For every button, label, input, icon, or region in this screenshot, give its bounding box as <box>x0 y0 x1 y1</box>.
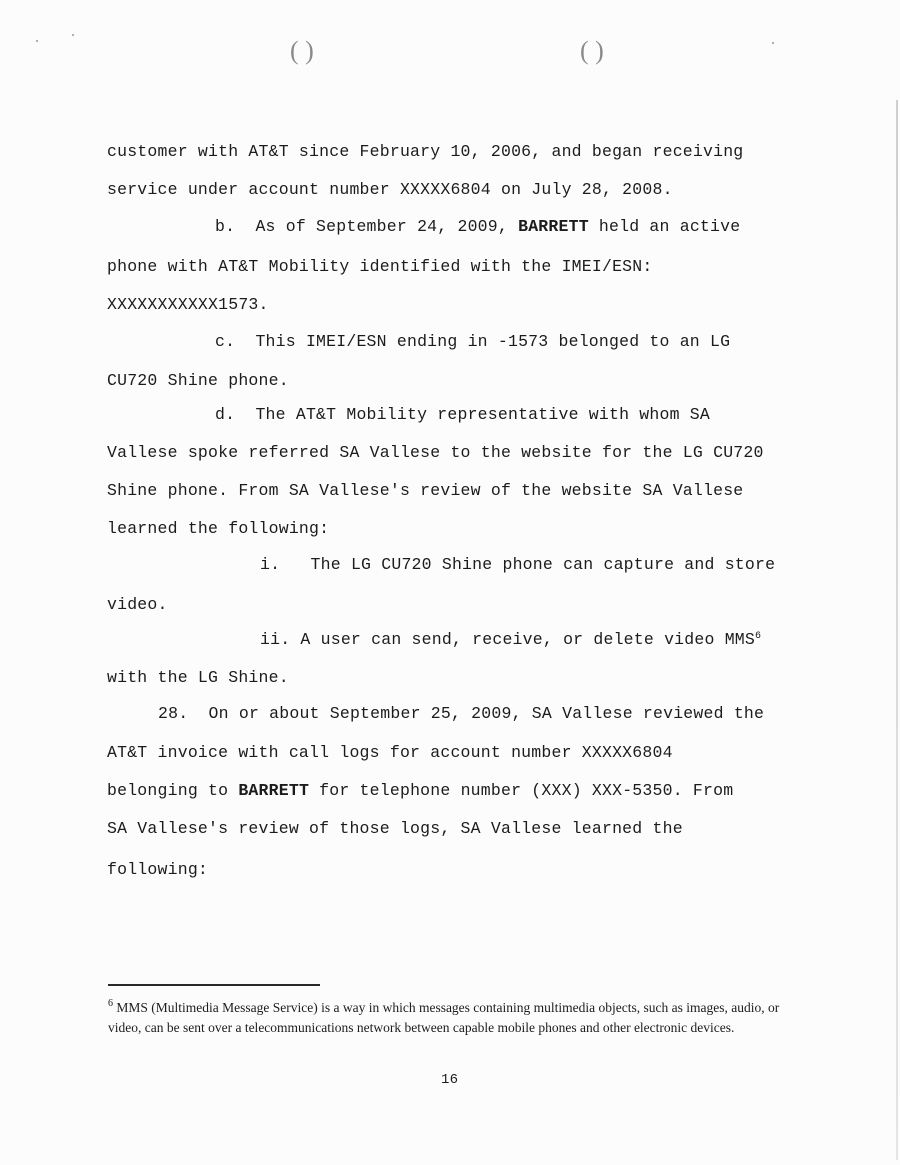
scan-mark-right: ( ) <box>580 36 604 65</box>
list-marker: i. <box>260 555 281 574</box>
body-line: service under account number XXXXX6804 on July 28, 2008. <box>107 180 673 199</box>
footnote-marker: 6 <box>108 998 113 1009</box>
body-text: for telephone number (XXX) XXX-5350. From <box>309 781 734 800</box>
list-item-b <box>215 217 740 237</box>
list-item-ii <box>260 630 761 650</box>
list-marker: ii. <box>260 630 291 649</box>
scan-speck <box>36 40 38 42</box>
list-marker: b. <box>215 217 236 236</box>
body-line <box>107 781 733 801</box>
body-line: following: <box>107 860 209 879</box>
list-marker: d. <box>215 405 236 424</box>
footnote-reference[interactable]: 6 <box>755 631 762 642</box>
defendant-name: BARRETT <box>238 781 310 800</box>
scan-edge <box>896 100 898 1160</box>
page-number: 16 <box>441 1072 459 1088</box>
footnote <box>108 998 798 1038</box>
paragraph-number: 28. <box>158 704 189 723</box>
body-text: This IMEI/ESN ending in -1573 belonged to an LG <box>255 332 731 351</box>
body-line: AT&T invoice with call logs for account number XXXXX6804 <box>107 743 673 762</box>
body-text: A user can send, receive, or delete video MMS <box>300 630 755 649</box>
body-line: CU720 Shine phone. <box>107 371 289 390</box>
body-text: The LG CU720 Shine phone can capture and store <box>310 555 776 574</box>
body-line: SA Vallese's review of those logs, SA Vallese learned the <box>107 819 683 838</box>
body-text: held an active <box>588 217 741 236</box>
body-text: belonging to <box>107 781 239 800</box>
body-line: XXXXXXXXXXX1573. <box>107 295 269 314</box>
body-line: video. <box>107 595 168 614</box>
list-item-d <box>215 405 710 425</box>
body-line: phone with AT&T Mobility identified with the IMEI/ESN: <box>107 257 653 276</box>
defendant-name: BARRETT <box>518 217 589 236</box>
body-text: On or about September 25, 2009, SA Vallese reviewed the <box>208 704 765 723</box>
body-line: with the LG Shine. <box>107 668 289 687</box>
body-line: learned the following: <box>107 519 330 538</box>
scan-speck <box>772 42 774 44</box>
footnote-separator <box>108 984 320 986</box>
body-line: customer with AT&T since February 10, 2006, and began receiving <box>107 142 744 161</box>
list-marker: c. <box>215 332 236 351</box>
scan-mark-left: ( ) <box>290 36 314 65</box>
body-text: The AT&T Mobility representative with whom SA <box>255 405 711 424</box>
list-item-i <box>260 555 775 575</box>
scan-speck <box>72 34 74 36</box>
body-line: Vallese spoke referred SA Vallese to the website for the LG CU720 <box>107 443 764 462</box>
paragraph-28 <box>158 704 764 724</box>
body-line: Shine phone. From SA Vallese's review of the website SA Vallese <box>107 481 744 500</box>
footnote-body: MMS (Multimedia Message Service) is a way in which messages containing multimedia objects, such as images, audio, or video, can be sent over a telecommunications network between capable mobile phones and other electronic devices. <box>108 1000 780 1035</box>
list-item-c <box>215 332 730 352</box>
body-text: As of September 24, 2009, <box>255 217 519 236</box>
